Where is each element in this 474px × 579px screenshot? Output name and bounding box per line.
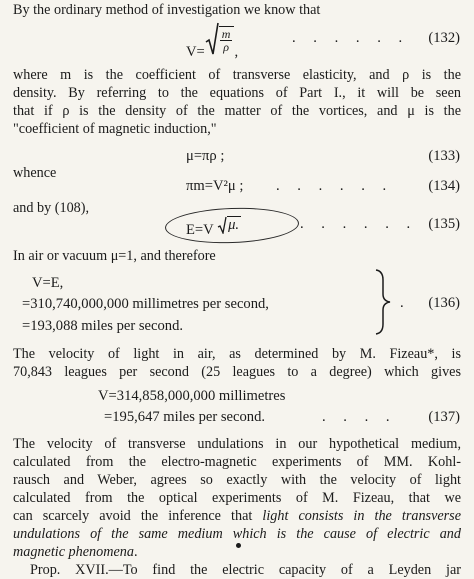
- text-line-1: By the ordinary method of investigation we know that: [13, 2, 321, 18]
- equation-132-lhs: V=: [186, 44, 205, 60]
- text-line-8: In air or vacuum μ=1, and therefore: [13, 248, 216, 264]
- equation-number-137: (137): [428, 409, 460, 425]
- equation-134: πm=V²μ ;: [186, 178, 244, 194]
- text-line-11: The velocity of transverse undulations in our hypothetical medium,: [13, 436, 461, 452]
- text-line-17-period: .: [133, 544, 138, 560]
- equation-137-leader: . . . .: [322, 409, 397, 425]
- text-line-4: that if ρ is the density of the matter of the vortices, and μ is the: [13, 103, 461, 119]
- equation-136-leader: .: [400, 295, 408, 311]
- equation-136-line-3: =193,088 miles per second.: [22, 318, 184, 334]
- equation-number-136: (136): [428, 295, 460, 311]
- text-line-3: density. By referring to the equations of Part I., it will be seen: [13, 85, 461, 101]
- equation-number-132: (132): [428, 30, 460, 46]
- text-line-5: "coefficient of magnetic induction,": [13, 121, 217, 137]
- text-line-18: Prop. XVII.—To find the electric capacity of a Leyden jar: [30, 562, 461, 578]
- equation-136-line-2: =310,740,000,000 millimetres per second,: [22, 296, 269, 312]
- text-line-15-italic: light consists in the transverse: [262, 508, 461, 524]
- text-line-15-plain: can scarcely avoid the inference that: [13, 508, 263, 524]
- text-line-15: [13, 508, 461, 525]
- text-line-16: undulations of the same medium which is the cause of electric and: [13, 526, 461, 542]
- equation-137-line-2: =195,647 miles per second.: [104, 409, 266, 425]
- equation-135-radicand: μ.: [228, 217, 240, 233]
- text-line-10: 70,843 leagues per second (25 leagues to a degree) which gives: [13, 364, 461, 380]
- sqrt-symbol: [205, 22, 235, 56]
- text-line-14: calculated from the optical experiments of M. Fizeau, that we: [13, 490, 461, 506]
- text-line-17-italic: magnetic phenomena: [13, 544, 134, 560]
- equation-135-leader: . . . . . .: [300, 216, 418, 232]
- sqrt-symbol: [217, 216, 241, 234]
- text-line-13: rausch and Weber, agrees so exactly with the velocity of light: [13, 472, 461, 488]
- equation-132-comma: ,: [234, 44, 239, 60]
- text-line-12: calculated from the electro-magnetic experiments of MM. Kohl-: [13, 454, 461, 470]
- equation-135-lhs: E=V: [186, 222, 218, 238]
- equation-132: [186, 22, 238, 61]
- equation-135: [186, 216, 241, 239]
- equation-number-133: (133): [428, 148, 460, 164]
- text-line-7: and by (108),: [13, 200, 90, 216]
- fraction-numerator: m: [221, 26, 231, 41]
- equation-134-leader: . . . . . .: [276, 178, 394, 194]
- ink-dot-mark: [236, 543, 241, 548]
- text-line-6: whence: [13, 165, 57, 181]
- text-line-9: The velocity of light in air, as determined by M. Fizeau*, is: [13, 346, 461, 362]
- equation-number-134: (134): [428, 178, 460, 194]
- equation-137-line-1: V=314,858,000,000 millimetres: [98, 388, 286, 404]
- text-line-2: where m is the coefficient of transverse elasticity, and ρ is the: [13, 67, 461, 83]
- equation-133: μ=πρ ;: [186, 148, 225, 164]
- equation-number-135: (135): [428, 216, 460, 232]
- equation-132-leader: . . . . . .: [292, 30, 410, 46]
- right-brace-icon: [372, 268, 394, 336]
- fraction-denominator: ρ: [223, 39, 229, 54]
- equation-136-line-1: V=E,: [32, 275, 64, 291]
